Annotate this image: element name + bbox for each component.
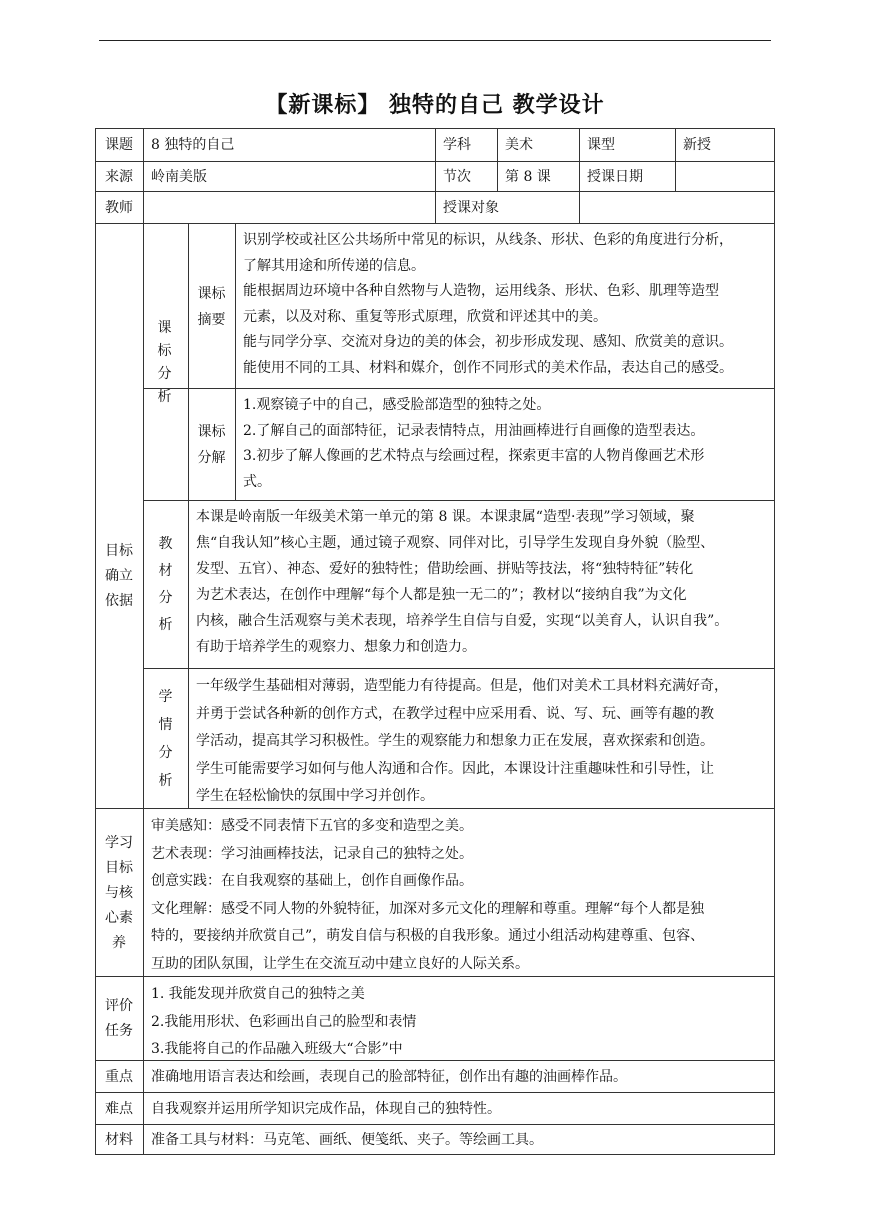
textbook-analysis-label: 教材分析 [158, 536, 173, 633]
standard-decompose-text: 1.观察镜子中的自己，感受脸部造型的独特之处。 2.了解自己的面部特征，记录表情特点，用油画棒进行自画像的造型表达。 3.初步了解人像画的艺术特点与绘画过程，探索更丰富的人物肖像画艺术形 式。 [243, 397, 705, 490]
lesson-value: 8 独特的自己 [151, 137, 235, 153]
learner-analysis-label: 学情分析 [158, 689, 173, 789]
subject-label: 学科 [443, 137, 471, 153]
document-title: 【新课标】 独特的自己 教学设计 [265, 93, 605, 118]
key-point-text: 准确地用语言表达和绘画，表现自己的脸部特征，创作出有趣的油画棒作品。 [151, 1069, 627, 1085]
standard-summary-label: 课标摘要 [197, 285, 226, 328]
goals-label: 学习目标与核心素养 [105, 834, 133, 951]
type-label: 课型 [587, 137, 615, 153]
textbook-analysis-text: 本课是岭南版一年级美术第一单元的第 8 课。本课隶属“造型·表现”学习领域，聚 焦“自我认知”核心主题，通过镜子观察、同伴对比，引导学生发现自身外貌（脸型、 发型、五官）、神态、爱好的独特性；借助绘画、拼贴等技法，将“独特特征”转化 为艺术表达，在创作中理解“每个人都是独一无二的”；教材以“接纳自我”为文化 内核，融合生活观察与美术表现，培养学生自信与自爱，实现“以美育人，认识自我”。 有助于培养学生的观察力、想象力和创造力。 [196, 509, 729, 655]
audience-label: 授课对象 [443, 200, 499, 216]
standard-decompose-label: 课标分解 [197, 424, 226, 466]
subject-value: 美术 [505, 137, 533, 153]
difficulty-label: 难点 [105, 1101, 133, 1117]
evaluation-text: 1. 我能发现并欣赏自己的独特之美 2.我能用形状、色彩画出自己的脸型和表情 3.我能将自己的作品融入班级大“合影”中 [151, 986, 417, 1057]
audience-value[interactable] [579, 192, 775, 224]
learner-analysis-text: 一年级学生基础相对薄弱，造型能力有待提高。但是，他们对美术工具材料充满好奇， 并勇于尝试各种新的创作方式，在教学过程中应采用看、说、写、玩、画等有趣的教 学活动，提高其学习积极性。学生的观察能力和想象力正在发展，喜欢探索和创造。 学生可能需要学习如何与他人沟通和合作。因此，本课设计注重趣味性和引导性，让 学生在轻松愉快的氛围中学习并创作。 [196, 678, 728, 804]
teacher-label: 教师 [105, 200, 133, 216]
evaluation-label: 评价任务 [105, 998, 133, 1039]
lesson-label: 课题 [105, 137, 133, 153]
materials-label: 材料 [105, 1132, 133, 1148]
date-value[interactable] [675, 162, 775, 192]
goals-text: 审美感知：感受不同表情下五官的多变和造型之美。 艺术表现：学习油画棒技法，记录自己的独特之处。 创意实践：在自我观察的基础上，创作自画像作品。 文化理解：感受不同人物的外貌特征，加深对多元文化的理解和尊重。理解“每个人都是独 特的，要接纳并欣赏自己”，萌发自信与积极的自我形象。通过小组活动构建尊重、包容、 互助的团队氛围，让学生在交流互动中建立良好的人际关系。 [151, 818, 705, 972]
source-label: 来源 [105, 169, 133, 185]
standard-summary-text: 识别学校或社区公共场所中常见的标识，从线条、形状、色彩的角度进行分析， 了解其用途和所传递的信息。 能根据周边环境中各种自然物与人造物，运用线条、形状、色彩、肌理等造型 元素，以及对称、重复等形式原理，欣赏和评述其中的美。 能与同学分享、交流对身边的美的体会，初步形成发现、感知、欣赏美的意识。 能使用不同的工具、材料和媒介，创作不同形式的美术作品，表达自己的感受。 [243, 232, 733, 376]
source-value: 岭南美版 [151, 169, 207, 185]
basis-label: 目标确立依据 [105, 543, 133, 609]
period-value: 第 8 课 [505, 169, 551, 185]
period-label: 节次 [443, 169, 471, 185]
header-rule [99, 40, 771, 41]
difficulty-text: 自我观察并运用所学知识完成作品，体现自己的独特性。 [151, 1101, 501, 1117]
key-point-label: 重点 [105, 1069, 133, 1085]
type-value: 新授 [683, 137, 711, 153]
lesson-plan-table [95, 128, 775, 1155]
materials-text: 准备工具与材料：马克笔、画纸、便笺纸、夹子。等绘画工具。 [151, 1132, 543, 1148]
date-label: 授课日期 [587, 169, 643, 185]
standard-analysis-label: 课标分析 [157, 319, 180, 405]
teacher-value[interactable] [143, 192, 435, 224]
